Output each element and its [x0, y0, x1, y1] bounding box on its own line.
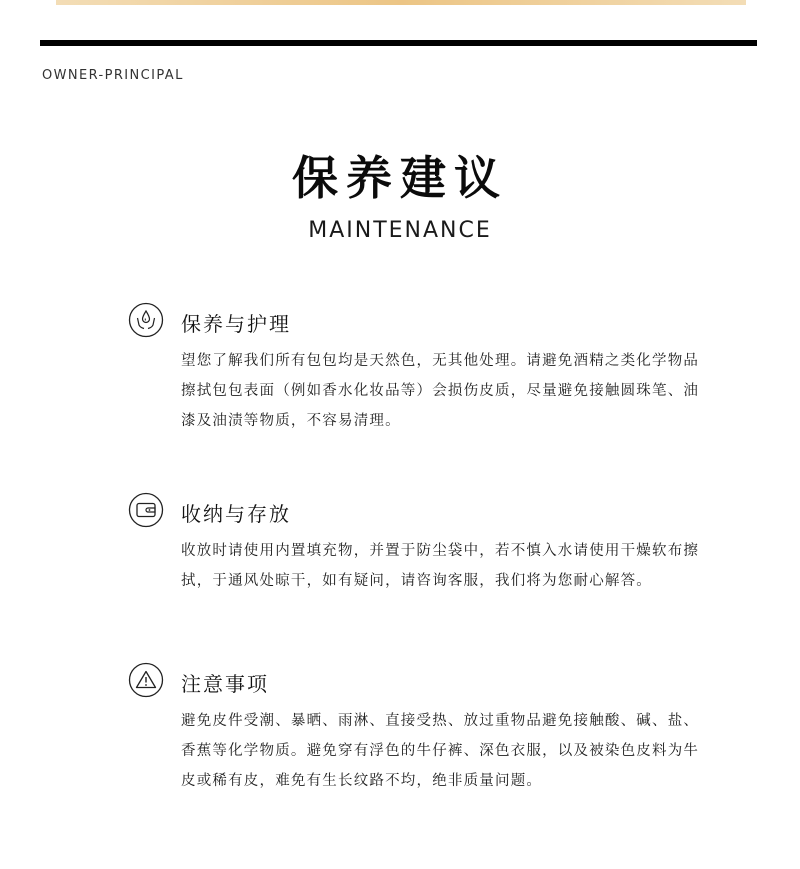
brand-tag: OWNER-PRINCIPAL	[42, 68, 184, 83]
section-title: 保养与护理	[181, 312, 291, 336]
page-title: 保养建议	[292, 151, 508, 205]
body-line: 皮或稀有皮，难免有生长纹路不均，绝非质量问题。	[181, 773, 543, 789]
body-line: 收放时请使用内置填充物，并置于防尘袋中，若不慎入水请使用干燥软布擦	[181, 543, 700, 559]
wallet-icon	[128, 492, 164, 528]
body-line: 漆及油渍等物质，不容易清理。	[181, 413, 401, 429]
body-line: 望您了解我们所有包包均是天然色，无其他处理。请避免酒精之类化学物品	[181, 353, 700, 369]
section-title: 注意事项	[181, 672, 269, 696]
warning-triangle-icon	[128, 662, 164, 698]
section-title: 收纳与存放	[181, 502, 291, 526]
top-gold-band	[56, 0, 746, 5]
section-body	[181, 346, 706, 436]
body-line: 拭，于通风处晾干，如有疑问，请咨询客服，我们将为您耐心解答。	[181, 573, 652, 589]
body-line: 香蕉等化学物质。避免穿有浮色的牛仔裤、深色衣服，以及被染色皮料为牛	[181, 743, 700, 759]
body-line: 擦拭包包表面（例如香水化妆品等）会损伤皮质，尽量避免接触圆珠笔、油	[181, 383, 700, 399]
water-drop-hands-icon	[128, 302, 164, 338]
page-subtitle: MAINTENANCE	[308, 218, 492, 243]
top-divider	[40, 40, 757, 46]
section-body	[181, 536, 706, 596]
body-line: 避免皮件受潮、暴晒、雨淋、直接受热、放过重物品避免接触酸、碱、盐、	[181, 713, 700, 729]
section-body	[181, 706, 706, 796]
